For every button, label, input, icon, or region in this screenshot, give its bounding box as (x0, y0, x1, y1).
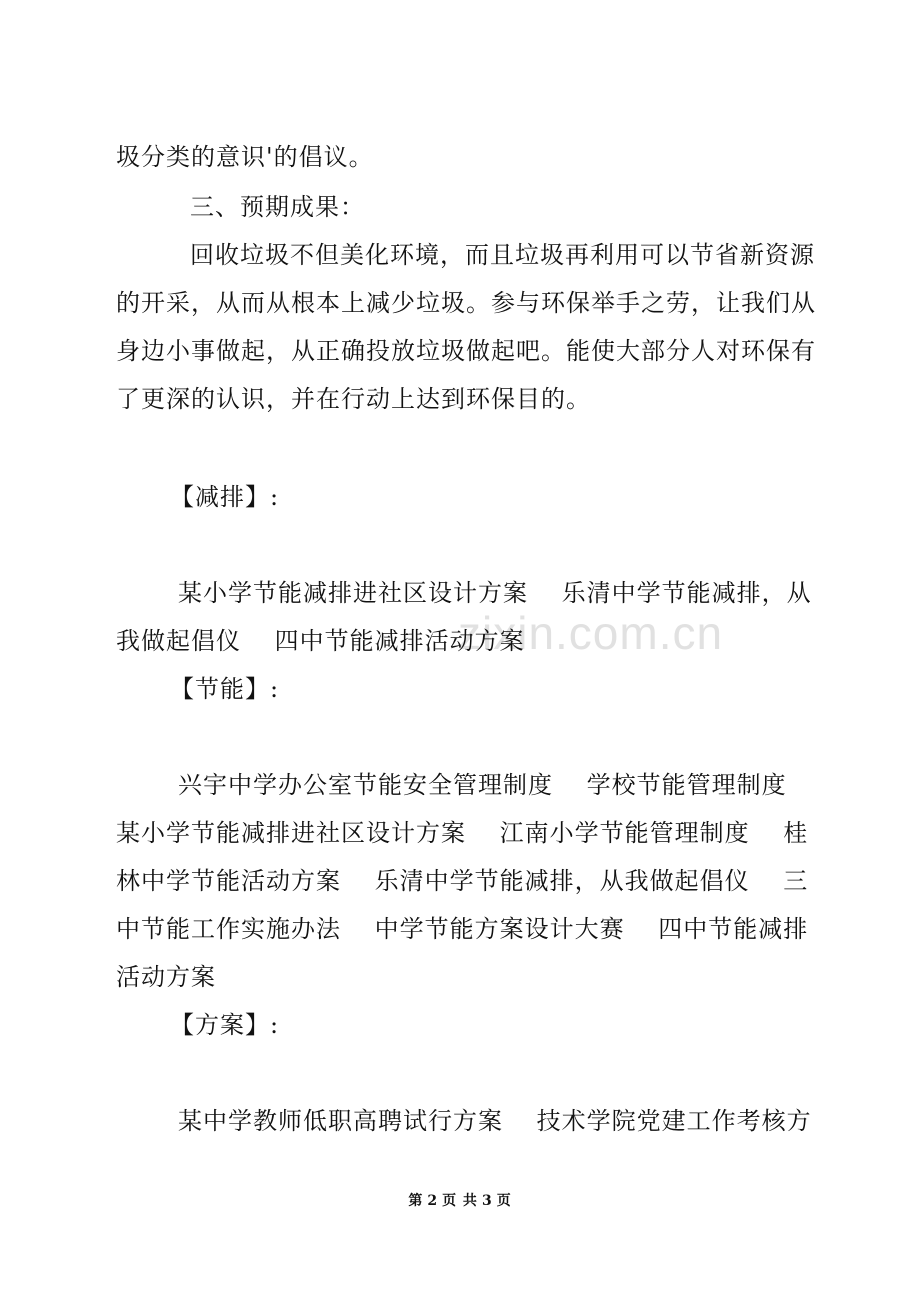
link-list-line: 某中学教师低职高聘试行方案 技术学院党建工作考核方 (178, 1107, 812, 1135)
text-line: 了更深的认识，并在行动上达到环保目的。 (116, 385, 591, 413)
watermark: zixin.com.cn (458, 607, 724, 659)
link-list-line: 中节能工作实施办法 中学节能方案设计大赛 四中节能减排 (116, 915, 809, 943)
category-heading-jianpai: 【减排】: (170, 483, 280, 511)
footer-total-pages: 3 (481, 1193, 493, 1209)
page-footer (0, 1190, 920, 1210)
category-heading-jieneng: 【节能】: (170, 675, 280, 703)
footer-middle: 页 共 (442, 1193, 478, 1209)
link-list-line: 我做起倡仪 四中节能减排活动方案 (116, 627, 525, 655)
category-heading-fangan: 【方案】: (170, 1011, 280, 1039)
link-list-line: 某小学节能减排进社区设计方案 乐清中学节能减排，从 (178, 579, 812, 607)
link-list-line: 兴宇中学办公室节能安全管理制度 学校节能管理制度 (178, 771, 787, 799)
text-line: 身边小事做起，从正确投放垃圾做起吧。能使大部分人对环保有 (116, 337, 816, 365)
text-line: 圾分类的意识'的倡议。 (116, 143, 374, 171)
text-line: 回收垃圾不但美化环境，而且垃圾再利用可以节省新资源 (190, 241, 815, 269)
link-list-line: 活动方案 (116, 963, 216, 991)
link-list-line: 林中学节能活动方案 乐清中学节能减排，从我做起倡仪 三 (116, 867, 809, 895)
footer-suffix: 页 (496, 1193, 512, 1209)
footer-prefix: 第 (408, 1193, 424, 1209)
section-heading: 三、预期成果： (190, 193, 365, 221)
link-list-line: 某小学节能减排进社区设计方案 江南小学节能管理制度 桂 (116, 819, 809, 847)
footer-current-page: 2 (427, 1193, 439, 1209)
text-line: 的开采，从而从根本上减少垃圾。参与环保举手之劳，让我们从 (116, 289, 816, 317)
